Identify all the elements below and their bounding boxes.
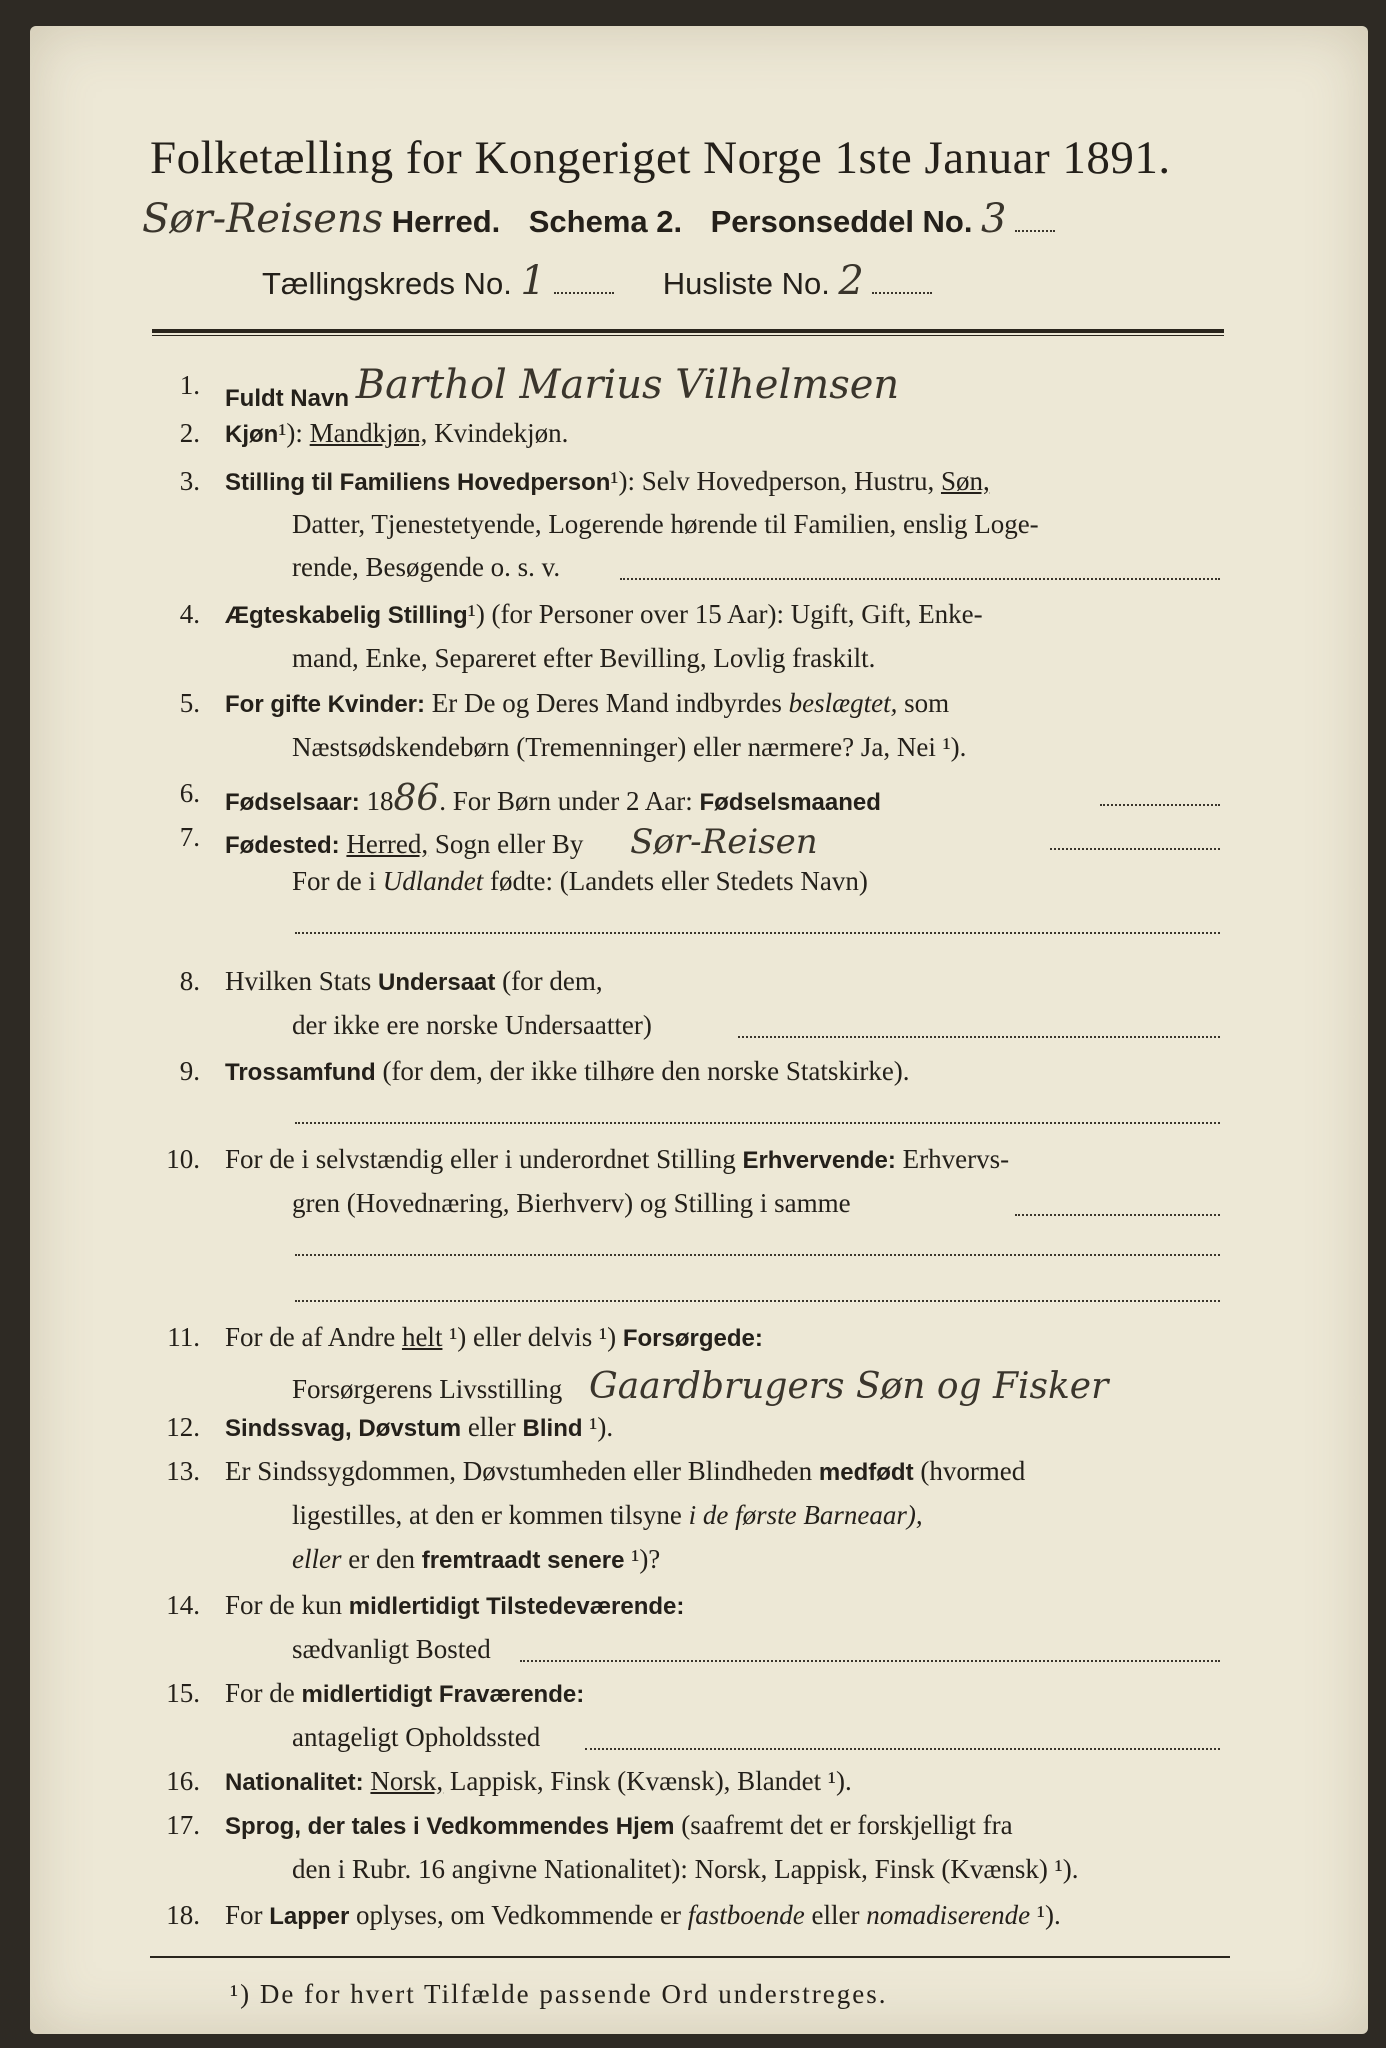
dotted-fill bbox=[1100, 804, 1220, 806]
item-label: Trossamfund bbox=[225, 1059, 376, 1086]
item-14-temporary-present bbox=[225, 1590, 684, 1621]
item-16-nationality bbox=[225, 1766, 852, 1797]
item-text: ¹): bbox=[278, 418, 310, 448]
selected-option: Herred, bbox=[346, 829, 429, 859]
dots bbox=[554, 291, 614, 294]
header-rule-thin bbox=[152, 335, 1224, 336]
dotted-fill bbox=[620, 578, 1220, 580]
item-text: oplyses, om Vedkommende er bbox=[349, 1900, 688, 1930]
item-text: gren (Hovednæring, Bierhverv) og Stilling i samme bbox=[292, 1188, 851, 1218]
item-text: eller bbox=[292, 1544, 342, 1574]
item-text: Erhvervs- bbox=[895, 1144, 1010, 1174]
item-number: 9. bbox=[179, 1056, 200, 1086]
footnote: ¹) De for hvert Tilfælde passende Ord understreges. bbox=[230, 1979, 888, 2009]
item-text: beslægtet, bbox=[788, 688, 898, 718]
item-label: medfødt bbox=[818, 1459, 914, 1486]
dotted-fill bbox=[738, 1036, 1220, 1038]
personseddel-handwritten: 3 bbox=[980, 196, 1007, 242]
item-text: eller bbox=[461, 1412, 523, 1442]
item-text: For de i bbox=[292, 866, 383, 896]
husliste-label: Husliste No. bbox=[662, 266, 830, 301]
header-rule bbox=[152, 329, 1224, 333]
item-8-citizenship bbox=[225, 966, 603, 997]
husliste-handwritten: 2 bbox=[838, 258, 864, 304]
item-3-position bbox=[225, 466, 990, 497]
item-number: 13. bbox=[166, 1456, 200, 1486]
item-text: ligestilles, at den er kommen tilsyne bbox=[292, 1500, 689, 1530]
item-5-married-women bbox=[225, 688, 949, 719]
item-text: antageligt Opholdssted bbox=[292, 1722, 541, 1752]
schema-label: Schema 2. bbox=[528, 204, 683, 239]
item-text: 18 bbox=[359, 786, 394, 816]
item-number: 6. bbox=[179, 778, 200, 808]
item-text: Lappisk, Finsk (Kvænsk), Blandet ¹). bbox=[443, 1766, 852, 1796]
item-text: Udlandet bbox=[382, 866, 484, 896]
dotted-fill bbox=[520, 1660, 1220, 1662]
item-label: Ægteskabelig Stilling bbox=[225, 602, 468, 629]
item-text: (hvormed bbox=[913, 1456, 1026, 1486]
selected-option: Norsk, bbox=[370, 1766, 444, 1796]
item-label: Fødselsmaaned bbox=[699, 789, 881, 816]
item-text: fødte: (Landets eller Stedets Navn) bbox=[483, 866, 868, 896]
dotted-fill bbox=[295, 1300, 1220, 1302]
item-number: 4. bbox=[179, 599, 200, 629]
item-text: For de i selvstændig eller i underordnet Stilling bbox=[225, 1144, 743, 1174]
item-label: fremtraadt senere bbox=[421, 1547, 625, 1574]
item-number: 16. bbox=[166, 1766, 200, 1796]
item-text: sædvanligt Bosted bbox=[292, 1634, 491, 1664]
item-text: For de bbox=[225, 1678, 302, 1708]
item-number: 15. bbox=[166, 1678, 200, 1708]
item-9-religion bbox=[225, 1056, 910, 1087]
item-13-congenital bbox=[225, 1456, 1025, 1487]
item-text: ¹) (for Personer over 15 Aar): Ugift, Gift, Enke- bbox=[467, 599, 983, 629]
item-text: ¹). bbox=[1030, 1900, 1061, 1930]
item-13-line3 bbox=[292, 1544, 660, 1575]
item-text: (saafremt det er forskjelligt fra bbox=[674, 1810, 1013, 1840]
herred-handwritten: Sør-Reisens bbox=[142, 196, 384, 242]
item-17-language bbox=[225, 1810, 1013, 1841]
herred-label: Herred. bbox=[391, 204, 501, 239]
item-2-sex bbox=[225, 418, 568, 449]
item-label: Kjøn bbox=[225, 421, 279, 448]
item-label: Nationalitet: bbox=[225, 1769, 364, 1796]
item-number: 11. bbox=[167, 1322, 200, 1352]
footnote-rule bbox=[150, 1956, 1230, 1958]
kreds-label: Tællingskreds No. bbox=[262, 266, 512, 301]
item-text: eller bbox=[804, 1900, 867, 1930]
item-label: Sindssvag, Døvstum bbox=[225, 1415, 462, 1442]
item-label: Undersaat bbox=[378, 969, 496, 996]
item-text: rende, Besøgende o. s. v. bbox=[292, 552, 561, 582]
item-10-occupation bbox=[225, 1144, 1009, 1175]
item-text: i de første Barneaar), bbox=[688, 1500, 923, 1530]
item-text: mand, Enke, Separeret efter Bevilling, Lovlig fraskilt. bbox=[292, 643, 876, 673]
personseddel-label: Personseddel No. bbox=[710, 204, 973, 239]
item-1-full-name bbox=[225, 362, 900, 416]
item-label: midlertidigt Fraværende: bbox=[301, 1681, 585, 1708]
item-11-provider bbox=[292, 1366, 1108, 1407]
item-text: Datter, Tjenestetyende, Logerende hørende til Familien, enslig Loge- bbox=[292, 509, 1039, 539]
item-label: Fuldt Navn bbox=[225, 385, 349, 412]
item-text: Er Sindssygdommen, Døvstumheden eller Blindheden bbox=[225, 1456, 819, 1486]
item-label: Forsørgede: bbox=[622, 1325, 763, 1352]
item-text: Sogn eller By bbox=[428, 829, 584, 859]
item-label: Fødested: bbox=[225, 832, 340, 859]
item-text: (for dem, der ikke tilhøre den norske Statskirke). bbox=[375, 1056, 910, 1086]
item-text: den i Rubr. 16 angivne Nationalitet): Norsk, Lappisk, Finsk (Kvænsk) ¹). bbox=[292, 1854, 1079, 1884]
dots bbox=[1015, 229, 1055, 232]
item-number: 1. bbox=[179, 370, 200, 400]
item-text: For de af Andre bbox=[225, 1322, 402, 1352]
item-number: 10. bbox=[166, 1144, 200, 1174]
item-text: ¹): Selv Hovedperson, Hustru, bbox=[610, 466, 941, 496]
form-title: Folketælling for Kongeriget Norge 1ste Januar 1891. bbox=[150, 132, 1171, 184]
item-label: midlertidigt Tilstedeværende: bbox=[348, 1593, 685, 1620]
item-text: nomadiserende bbox=[866, 1900, 1031, 1930]
item-text: der ikke ere norske Undersaatter) bbox=[292, 1010, 652, 1040]
dotted-fill bbox=[1050, 848, 1220, 850]
item-text: For de kun bbox=[225, 1590, 349, 1620]
item-number: 18. bbox=[166, 1900, 200, 1930]
item-label: Stilling til Familiens Hovedperson bbox=[225, 469, 611, 496]
item-text: (for dem, bbox=[495, 966, 603, 996]
item-label: Lapper bbox=[269, 1903, 350, 1930]
item-text: Kvindekjøn. bbox=[427, 418, 569, 448]
item-number: 12. bbox=[166, 1412, 200, 1442]
item-11-supported bbox=[225, 1322, 763, 1353]
selected-option: Mandkjøn, bbox=[309, 418, 428, 448]
census-form-sheet bbox=[30, 26, 1368, 2034]
selected-option: Søn, bbox=[940, 466, 990, 496]
item-15-temporary-absent bbox=[225, 1678, 584, 1709]
herred-line bbox=[142, 196, 1055, 242]
dotted-fill bbox=[585, 1748, 1220, 1750]
item-7-foreign bbox=[292, 866, 868, 897]
item-label: Sprog, der tales i Vedkommendes Hjem bbox=[225, 1813, 675, 1840]
item-18-sami bbox=[225, 1900, 1061, 1931]
item-number: 2. bbox=[179, 418, 200, 448]
dotted-fill bbox=[1015, 1214, 1220, 1216]
item-number: 3. bbox=[179, 466, 200, 496]
item-4-marital bbox=[225, 599, 983, 630]
item-label: For gifte Kvinder: bbox=[225, 691, 426, 718]
item-13-line2 bbox=[292, 1500, 923, 1531]
birthplace-handwritten: Sør-Reisen bbox=[630, 822, 818, 862]
item-text: som bbox=[897, 688, 950, 718]
kreds-handwritten: 1 bbox=[520, 258, 546, 304]
item-text: fastboende bbox=[687, 1900, 805, 1930]
item-text: ¹)? bbox=[624, 1544, 661, 1574]
item-text: Næstsødskendebørn (Tremenninger) eller nærmere? Ja, Nei ¹). bbox=[292, 732, 967, 762]
item-number: 8. bbox=[179, 966, 200, 996]
item-text: Er De og Deres Mand indbyrdes bbox=[425, 688, 789, 718]
item-number: 17. bbox=[166, 1810, 200, 1840]
item-text: For bbox=[225, 1900, 270, 1930]
item-label: Erhvervende: bbox=[742, 1147, 896, 1174]
birth-year-handwritten: 86 bbox=[393, 778, 440, 819]
item-text: Forsørgerens Livsstilling bbox=[292, 1374, 563, 1404]
item-label: Fødselsaar: bbox=[225, 789, 360, 816]
provider-handwritten: Gaardbrugers Søn og Fisker bbox=[589, 1366, 1109, 1407]
item-number: 5. bbox=[179, 688, 200, 718]
dotted-fill bbox=[295, 932, 1220, 934]
item-7-birthplace bbox=[225, 822, 818, 862]
item-text: ¹) eller delvis ¹) bbox=[442, 1322, 623, 1352]
item-number: 7. bbox=[179, 822, 200, 852]
item-number: 14. bbox=[166, 1590, 200, 1620]
dotted-fill bbox=[295, 1254, 1220, 1256]
name-handwritten: Barthol Marius Vilhelmsen bbox=[355, 362, 900, 408]
selected-option: helt bbox=[401, 1322, 443, 1352]
dotted-fill bbox=[295, 1122, 1220, 1124]
item-6-birth-year bbox=[225, 778, 881, 819]
dots bbox=[872, 291, 932, 294]
item-12-disability bbox=[225, 1412, 613, 1443]
item-text: er den bbox=[341, 1544, 422, 1574]
kreds-line bbox=[262, 258, 932, 304]
item-label: Blind bbox=[522, 1415, 583, 1442]
item-text: . For Børn under 2 Aar: bbox=[439, 786, 700, 816]
item-text: ¹). bbox=[582, 1412, 614, 1442]
item-text: Hvilken Stats bbox=[225, 966, 378, 996]
